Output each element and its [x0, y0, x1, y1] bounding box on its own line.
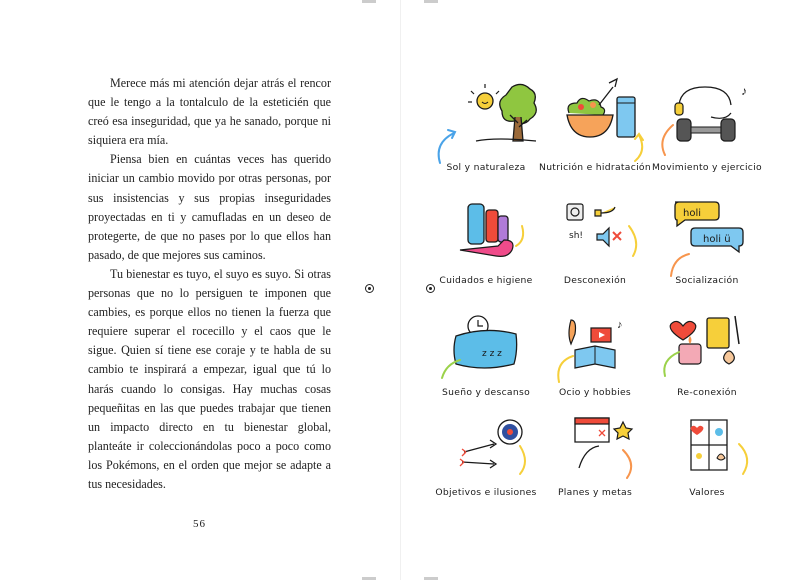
item-nutricion — [539, 75, 651, 180]
item-objetivos — [430, 408, 542, 513]
item-label: Movimiento y ejercicio — [652, 162, 762, 173]
item-movimiento — [651, 75, 763, 180]
svg-text:♪: ♪ — [617, 319, 623, 331]
body-text — [88, 74, 331, 494]
item-socializacion — [651, 190, 763, 295]
registration-mark — [365, 284, 374, 293]
item-label: Socialización — [675, 275, 739, 286]
svg-text:♪: ♪ — [741, 84, 747, 98]
item-sueno — [430, 306, 542, 411]
bubble-text: holi — [683, 208, 702, 219]
paragraph: Tu bienestar es tuyo, el suyo es suyo. Si otras personas que no lo persiguen te imponen que cambies, es porque ellos no tienen la fuerza que requiere superar el rocecillo y el caos que le sigue. Quien sí tiene ese coraje y te habla de su cambio te inspirará a empezar, igual que tú lo harás cuando lo consigas. Hay muchas cosas pequeñitas en las que puedes trabajar que tienen un impacto directo en tu bienestar global, planteáte ir coleccionándolas poco a poco como los Pokémons, en el orden que mejor se adapte a tus necesidades. — [88, 266, 331, 491]
item-label: Valores — [689, 487, 725, 498]
item-label: Objetivos e ilusiones — [435, 487, 537, 498]
paragraph: Merece más mi atención dejar atrás el rencor que le tengo a la tontalculo de la esteticién que creó esa inseguridad, que ya he sanado, porque ni siquiera era mía. — [88, 76, 331, 148]
item-planes — [539, 408, 651, 513]
item-valores — [651, 408, 763, 513]
bubble-text: holi ü — [703, 234, 731, 245]
item-label: Planes y metas — [557, 487, 633, 498]
item-cuidados — [430, 190, 542, 295]
crop-mark — [424, 0, 438, 3]
item-label: Cuidados e higiene — [439, 275, 533, 286]
item-label: Sol y naturaleza — [446, 162, 526, 173]
item-desconexion — [539, 190, 651, 295]
item-label: Desconexión — [563, 275, 627, 286]
crop-mark — [362, 0, 376, 3]
item-label: Ocio y hobbies — [558, 387, 632, 398]
item-label: Sueño y descanso — [441, 387, 530, 398]
paragraph: Piensa bien en cuántas veces has querido iniciar un cambio movido por otras personas, por sus insistencias y sus propias inseguridades proyectadas en ti y camufladas en un deseo de protegerte, de que no pases por lo que ellos han pasado, de que mejores sus caminos. — [88, 152, 331, 262]
item-reconexion — [651, 306, 763, 411]
sh-text: sh! — [569, 231, 584, 241]
wellbeing-grid — [425, 70, 765, 510]
page-fold — [400, 0, 401, 580]
item-ocio — [539, 306, 651, 411]
page-number: 56 — [193, 518, 206, 530]
item-sol-naturaleza — [430, 75, 542, 180]
svg-text:z z z: z z z — [482, 349, 502, 359]
item-label: Re-conexión — [677, 387, 737, 398]
item-label: Nutrición e hidratación — [539, 162, 651, 173]
